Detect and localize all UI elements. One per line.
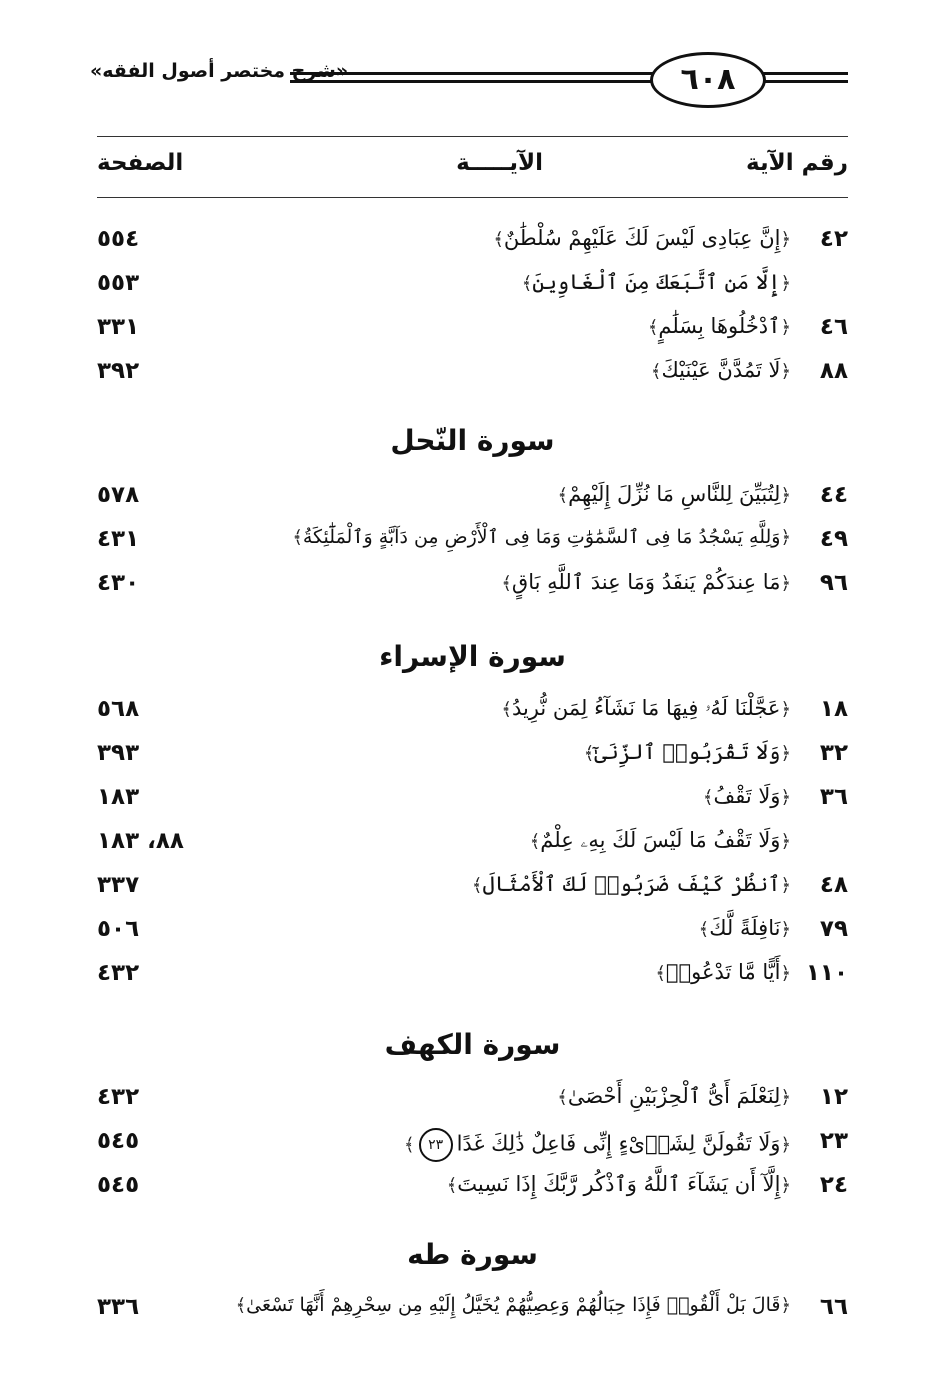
- ayah-text-body: لِتُبَيِّنَ لِلنَّاسِ مَا نُزِّلَ إِلَيْهِمْ: [568, 482, 781, 506]
- ayah-text: [292, 526, 791, 548]
- table-row: [97, 736, 848, 776]
- ayah-text-body: إِلَّآ أَن يَشَآءَ ٱللَّهُ وَٱذْكُر رَّبَّكَ إِذَا نَسِيتَ: [457, 1172, 781, 1196]
- ornament-close: ﴾: [292, 527, 303, 548]
- ayah-number: ٢٣: [819, 1128, 848, 1154]
- ayah-text-body: إِنَّ عِبَادِى لَيْسَ لَكَ عَلَيْهِمْ سُلْطَٰنٌ: [503, 226, 781, 250]
- ayah-text-body: وَلَا تَقْفُ مَا لَيْسَ لَكَ بِهِۦ عِلْمٌ: [540, 828, 781, 852]
- ayah-text-body: لِنَعْلَمَ أَىُّ ٱلْحِزْبَيْنِ أَحْصَىٰ: [567, 1084, 781, 1108]
- page-ref: ٥٠٦: [97, 916, 140, 942]
- ornament-open: ﴿: [780, 1295, 791, 1316]
- ayah-text: [493, 226, 791, 250]
- ornament-close: ﴾: [493, 229, 504, 250]
- table-row: [97, 566, 848, 606]
- table-row: [97, 1080, 848, 1120]
- ayah-text-body: عَجَّلْنَا لَهُۥ فِيهَا مَا نَشَآءُ لِمَن نُّرِيدُ: [511, 696, 781, 720]
- ornament-close: ﴾: [235, 1295, 247, 1316]
- page-ref: ٤٣٢: [97, 1084, 140, 1110]
- ayah-text-body: وَلَا تَقْفُ: [713, 784, 781, 808]
- ornament-open: ﴿: [780, 527, 791, 548]
- surah-heading: سورة الكهف: [384, 1028, 561, 1061]
- ornament-close: ﴾: [404, 1134, 415, 1156]
- ornament-open: ﴿: [780, 1134, 791, 1156]
- ayah-number: ٩٦: [819, 570, 848, 596]
- ayah-text-body: أَيًّا مَّا تَدْعُوا۟: [665, 960, 781, 984]
- ornament-close: ﴾: [655, 963, 666, 984]
- ayah-text: [501, 570, 791, 594]
- ayah-text: [558, 482, 791, 506]
- table-row: [97, 868, 848, 908]
- ornament-open: ﴿: [780, 699, 791, 720]
- page-ref: ٨٨، ١٨٣: [97, 828, 184, 854]
- table-row: [97, 692, 848, 732]
- ornament-open: ﴿: [780, 743, 791, 764]
- ayah-text-body: وَلَا تَقُولَنَّ لِشَا۟ىْءٍ إِنِّى فَاعِلٌ ذَٰلِكَ غَدًا: [456, 1131, 781, 1156]
- table-row: [97, 354, 848, 394]
- ayah-text: [648, 314, 791, 338]
- ornament-open: ﴿: [780, 361, 791, 382]
- book-title: «شرح مختصر أصول الفقه»: [90, 60, 349, 82]
- ayah-text: [584, 740, 791, 764]
- ornament-close: ﴾: [647, 317, 659, 338]
- page-ref: ٥٤٥: [97, 1128, 140, 1154]
- page-ref: ٤٣١: [97, 526, 140, 552]
- page-ref: ٥٧٨: [97, 482, 140, 508]
- ayah-number: ١٨: [819, 696, 848, 722]
- table-row: [97, 522, 848, 562]
- ayah-number: ٨٨: [819, 358, 848, 384]
- ornament-open: ﴿: [780, 229, 791, 250]
- column-header-page: الصفحة: [97, 150, 184, 176]
- ornament-open: ﴿: [780, 273, 791, 294]
- ayah-text: [655, 960, 791, 984]
- table-row: [97, 780, 848, 820]
- page-ref: ٣٩٢: [97, 358, 140, 384]
- page-ref: ٤٣٠: [97, 570, 140, 596]
- ayah-number: ١٢: [819, 1084, 848, 1110]
- page-ref: ٤٣٢: [97, 960, 140, 986]
- ayah-number: ٧٩: [819, 916, 848, 942]
- ayah-text: [472, 872, 791, 896]
- ornament-close: ﴾: [557, 485, 569, 506]
- ornament-close: ﴾: [557, 1087, 568, 1108]
- page-number: ٦٠٨: [650, 52, 766, 108]
- ayah-text: [236, 1294, 791, 1316]
- page-ref: ٥٥٤: [97, 226, 140, 252]
- ornament-open: ﴿: [780, 963, 791, 984]
- ayah-text: [530, 828, 791, 853]
- ayah-text: [703, 784, 791, 808]
- table-header-rule: [97, 197, 848, 198]
- ayah-text: [447, 1172, 791, 1196]
- ornament-open: ﴿: [780, 1087, 791, 1108]
- ornament-open: ﴿: [780, 875, 791, 896]
- page-ref: ٥٤٥: [97, 1172, 140, 1198]
- ayah-number: ٤٦: [819, 314, 848, 340]
- ayah-number: ١١٠: [805, 960, 848, 986]
- ornament-close: ﴾: [583, 743, 595, 764]
- ornament-open: ﴿: [780, 787, 791, 808]
- ayah-text: [651, 358, 791, 382]
- ornament-close: ﴾: [446, 1175, 458, 1196]
- table-row: [97, 824, 848, 864]
- ayah-text: [522, 270, 791, 294]
- page-ref: ١٨٣: [97, 784, 140, 810]
- ornament-close: ﴾: [501, 573, 512, 594]
- ornament-open: ﴿: [780, 573, 791, 594]
- table-top-rule: [97, 136, 848, 137]
- ayah-text: [501, 696, 791, 721]
- ayah-text-body: نَافِلَةً لَّكَ: [709, 916, 781, 940]
- ayah-text-body: ٱنظُرْ كَيْفَ ضَرَبُوا۟ لَكَ ٱلْأَمْثَالَ: [482, 872, 781, 896]
- table-row: [97, 266, 848, 306]
- surah-heading: سورة الإسراء: [379, 640, 566, 673]
- ayah-number: ٤٤: [819, 482, 848, 508]
- page-ref: ٣٣٦: [97, 1294, 140, 1320]
- table-row: [97, 310, 848, 350]
- column-header-ayah: الآيـــــة: [456, 150, 543, 176]
- ornament-open: ﴿: [780, 1175, 791, 1196]
- ornament-close: ﴾: [698, 919, 710, 940]
- ornament-open: ﴿: [780, 317, 791, 338]
- table-row: [97, 478, 848, 518]
- table-row: [97, 1290, 848, 1330]
- page-ref: ٥٦٨: [97, 696, 140, 722]
- table-row: [97, 956, 848, 996]
- ayah-number: ٢٤: [819, 1172, 848, 1198]
- page-ref: ٣٣١: [97, 314, 140, 340]
- ayah-number: ٤٩: [819, 526, 848, 552]
- ayah-text-body: وَلَا تَقْرَبُوا۟ ٱلزِّنَىٰٓ: [594, 740, 781, 764]
- ayah-text-body: وَلِلَّهِ يَسْجُدُ مَا فِى ٱلسَّمَٰوَٰتِ وَمَا فِى ٱلْأَرْضِ مِن دَآبَّةٍ وَٱلْمَلَٰٓئِكَةُ: [302, 526, 781, 548]
- ornament-close: ﴾: [471, 875, 483, 896]
- ayah-number: ٤٨: [819, 872, 848, 898]
- column-header-ayah-number: رقم الآية: [746, 150, 848, 176]
- ornament-close: ﴾: [521, 273, 533, 294]
- ornament-close: ﴾: [529, 831, 541, 852]
- page-ref: ٣٣٧: [97, 872, 140, 898]
- ornament-close: ﴾: [501, 699, 512, 720]
- page-ref: ٣٩٣: [97, 740, 140, 766]
- ayah-number: ٣٢: [819, 740, 848, 766]
- ayah-number: ٦٦: [819, 1294, 848, 1320]
- ayah-text-body: إِلَّا مَنِ ٱتَّبَعَكَ مِنَ ٱلْغَاوِينَ: [532, 270, 781, 294]
- ornament-close: ﴾: [702, 787, 714, 808]
- page-ref: ٥٥٣: [97, 270, 140, 296]
- verse-end-mark: ٢٣: [419, 1128, 453, 1162]
- ayah-text-body: ٱدْخُلُوهَا بِسَلَٰمٍ: [658, 314, 781, 338]
- running-header: [90, 50, 848, 110]
- table-row: [97, 912, 848, 952]
- ayah-text-body: مَا عِندَكُمْ يَنفَدُ وَمَا عِندَ ٱللَّهِ بَاقٍ: [511, 570, 781, 594]
- ornament-close: ﴾: [650, 361, 662, 382]
- ayah-text-body: لَا تَمُدَّنَّ عَيْنَيْكَ: [661, 358, 781, 382]
- ayah-text-body: قَالَ بَلْ أَلْقُوا۟ فَإِذَا حِبَالُهُمْ وَعِصِيُّهُمْ يُخَيَّلُ إِلَيْهِ مِن سِحْرِهِمْ أَنَّهَا تَسْعَىٰ: [246, 1294, 781, 1316]
- surah-heading: سورة طه: [407, 1238, 538, 1271]
- ayah-number: ٤٢: [819, 226, 848, 252]
- ornament-open: ﴿: [780, 919, 791, 940]
- ayah-text: [404, 1128, 791, 1162]
- table-row: [97, 1124, 848, 1164]
- ayah-text: [699, 916, 791, 940]
- ornament-open: ﴿: [780, 485, 791, 506]
- table-row: [97, 222, 848, 262]
- table-row: [97, 1168, 848, 1208]
- surah-heading: سورة النّحل: [390, 424, 555, 457]
- header-rule: [758, 72, 848, 75]
- ayah-number: ٣٦: [819, 784, 848, 810]
- ayah-text: [557, 1084, 791, 1108]
- ornament-open: ﴿: [780, 831, 791, 852]
- header-rule: [758, 80, 848, 83]
